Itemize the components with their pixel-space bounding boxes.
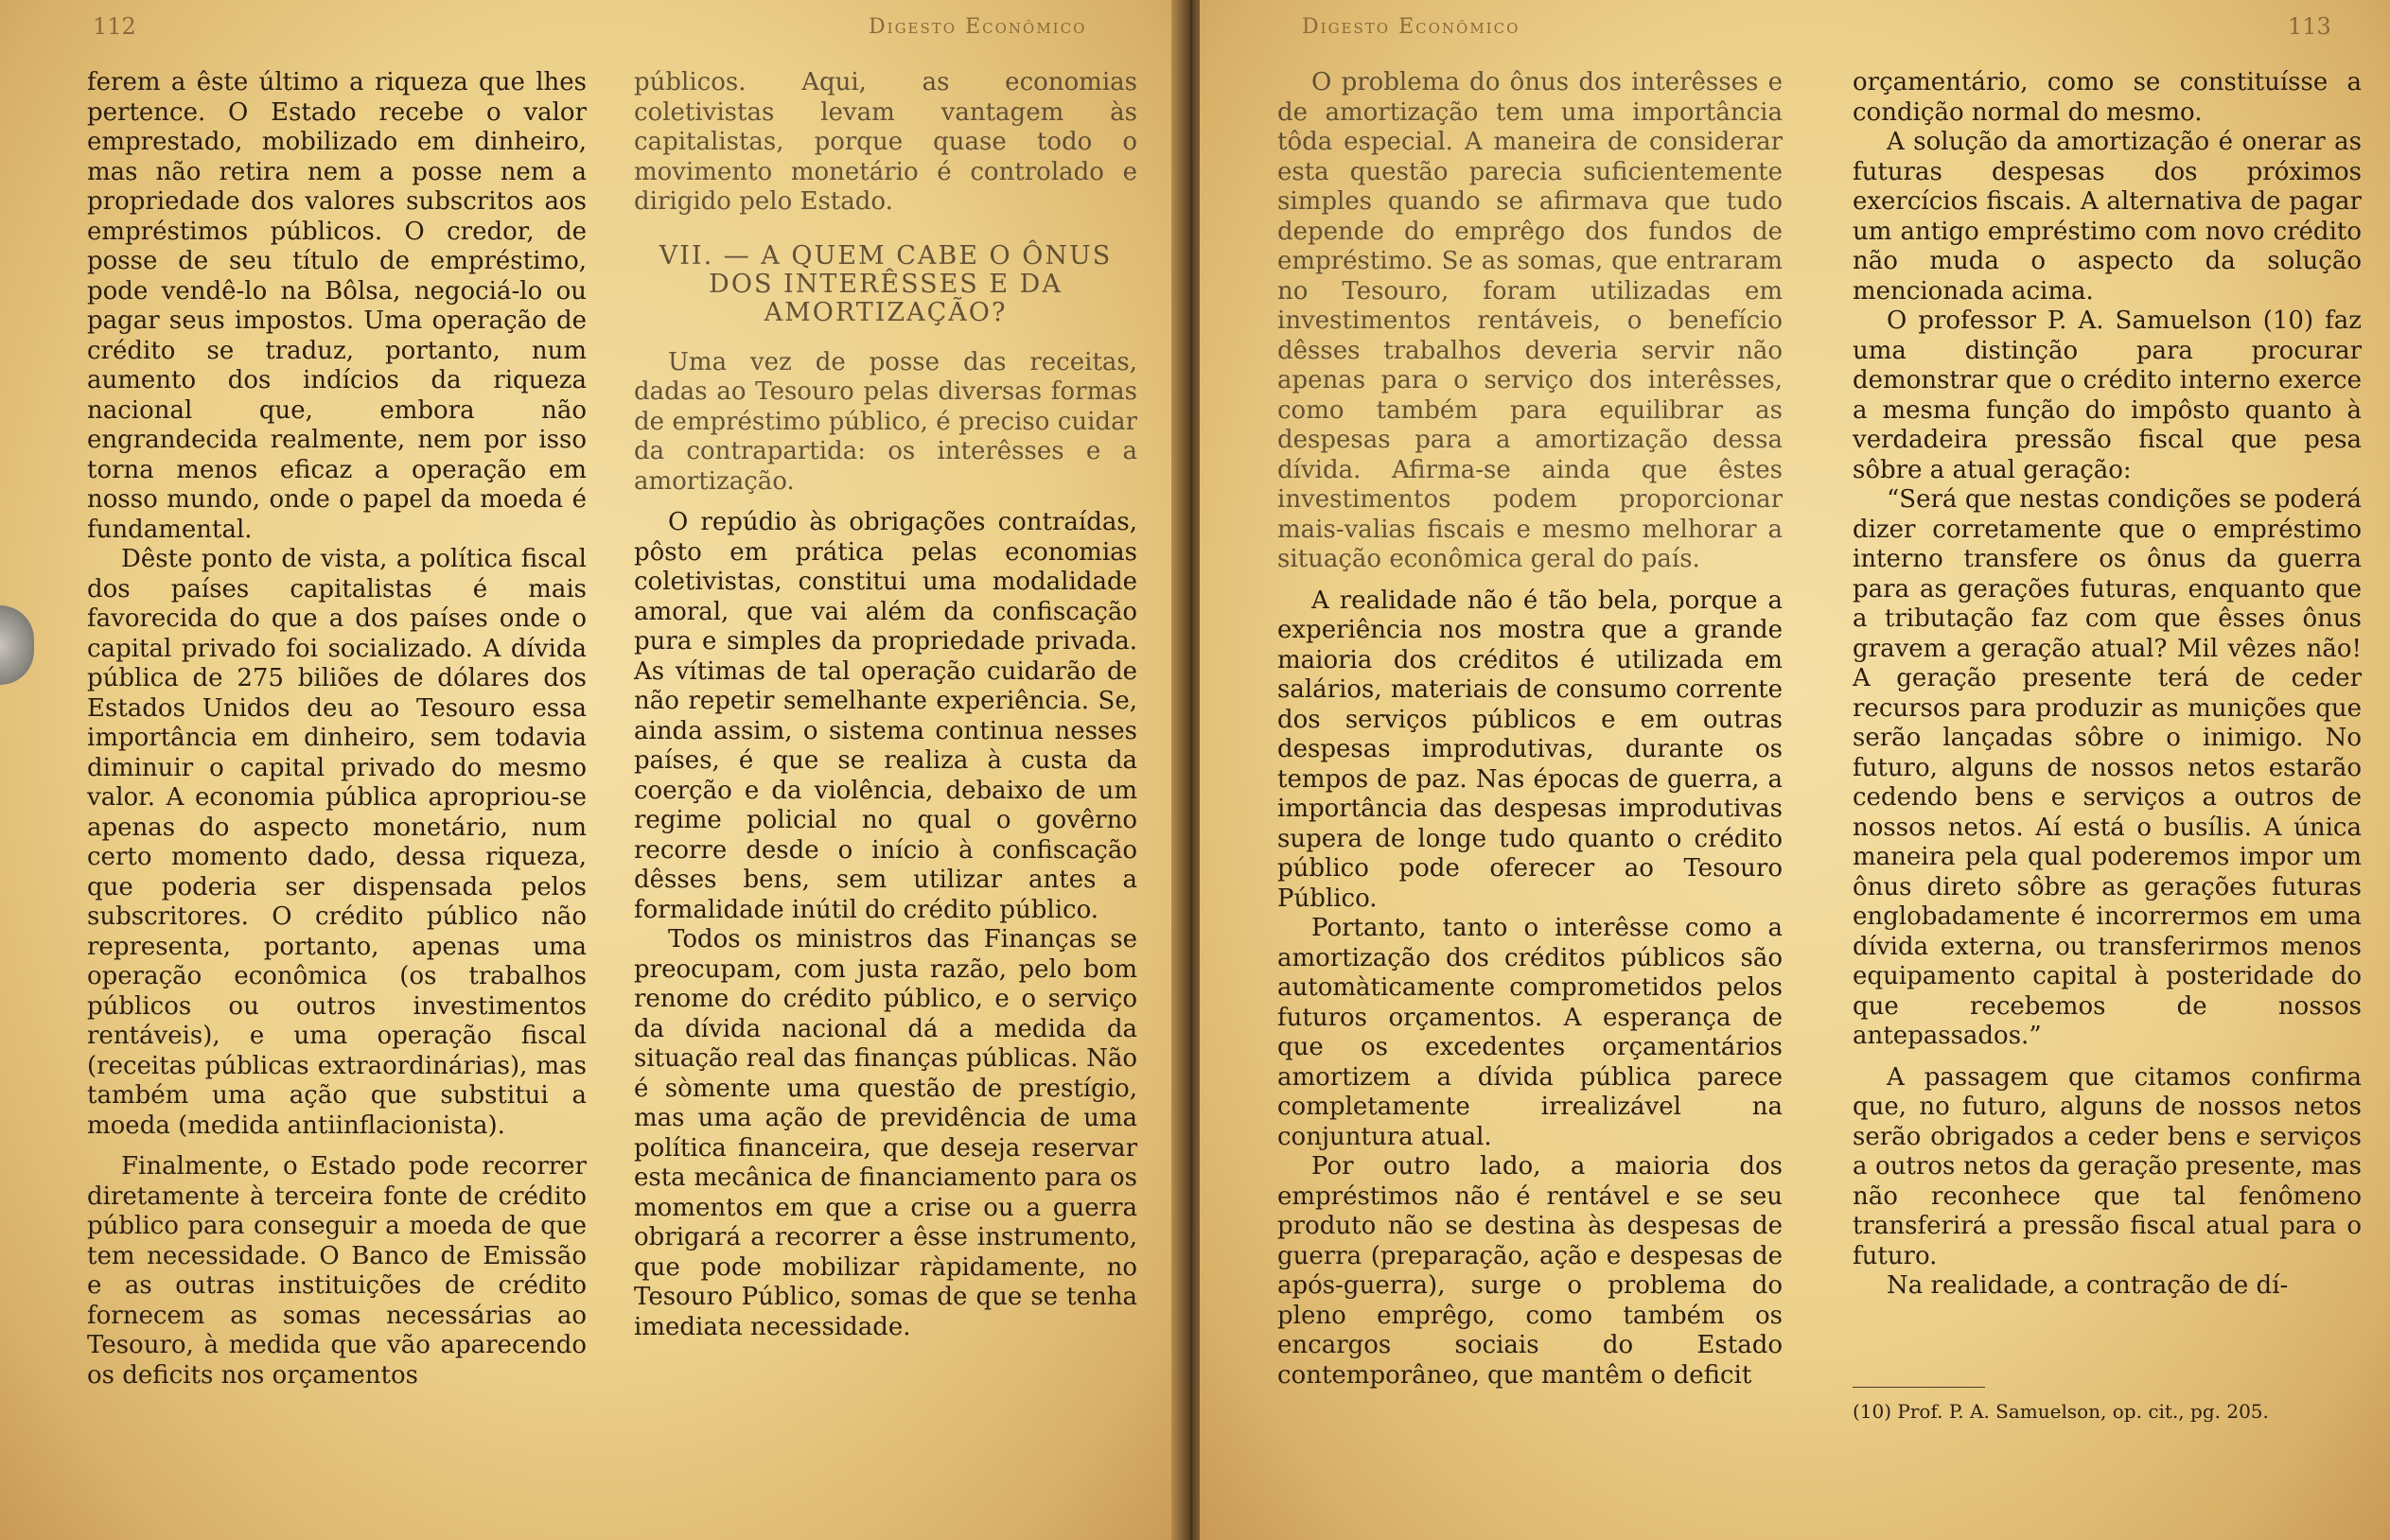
paragraph: O problema do ônus dos interêsses e de amortização tem uma importância tôda especial. A maneira de considerar esta questão parecia suficientemente simples quando se afirmava que tudo depende do emprêgo dos fundos de empréstimo. Se as somas, que entraram no Tesouro, foram utilizadas em investimentos rentáveis, o benefício dêsses trabalhos deveria servir não apenas para o serviço dos interêsses, como também para equilibrar as despesas para a amortização dessa dívida. Afirma-se ainda que êstes investimentos podem proporcionar mais-valias fiscais e mesmo melhorar a situação econômica geral do país. xyxy=(1277,68,1783,573)
paragraph: Uma vez de posse das receitas, dadas ao Tesouro pelas diversas formas de empréstimo público, é preciso cuidar da contrapartida: os interêsses e a amortização. xyxy=(634,347,1137,496)
paragraph: Na realidade, a contração de dí- xyxy=(1887,1271,2289,1300)
paragraph: públicos. Aqui, as economias coletivistas levam vantagem às capitalistas, porque quase todo o movimento monetário é controlado e dirigido pelo Estado. xyxy=(634,68,1137,216)
paragraph: A passagem que citamos confirma que, no futuro, alguns de nossos netos serão obrigados a ceder bens e serviços a outros netos da geração presente, mas não reconhece que tal fenômeno transferirá a pressão fiscal atual para o futuro. xyxy=(1853,1062,2362,1270)
running-head-right: Digesto Econômico xyxy=(1302,15,1520,39)
paragraph: A realidade não é tão bela, porque a experiência nos mostra que a grande maioria dos créditos é utilizada em salários, materiais de consumo corrente dos serviços públicos e em outras despesas improdutivas, durante os tempos de paz. Nas épocas de guerra, a importância das despesas improdutivas supera de longe tudo quanto o crédito público pode oferecer ao Tesouro Público. xyxy=(1277,586,1783,913)
paragraph: O repúdio às obrigações contraídas, pôsto em prática pelas economias coletivistas, constitui uma modalidade amoral, que vai além da confiscação pura e simples da propriedade privada. As vítimas de tal operação cuidarão de não repetir semelhante experiência. Se, ainda assim, o sistema continua nesses países, é que se realiza à custa da coerção e da violência, debaixo de um regime policial no qual o govêrno recorre desde o início à confiscação dêsses bens, sem utilizar antes a formalidade inútil do crédito público. xyxy=(634,508,1137,924)
footnote: (10) Prof. P. A. Samuelson, op. cit., pg. 205. xyxy=(1853,1400,2269,1423)
page-number-right: 113 xyxy=(2288,13,2331,40)
right-column-1 xyxy=(1277,68,1783,1391)
right-column-2 xyxy=(1853,68,2362,1302)
paragraph: Portanto, tanto o interêsse como a amortização dos créditos públicos são automàticamente comprometidos pelos futuros orçamentos. A esperança de que os excedentes orçamentários amortizem a dívida pública parece completamente irrealizável na conjuntura atual. xyxy=(1277,914,1783,1151)
left-column-1 xyxy=(87,68,587,1391)
paragraph: Dêste ponto de vista, a política fiscal dos países capitalistas é mais favorecida do que a dos países onde o capital privado foi socializado. A dívida pública de 275 biliões de dólares dos Estados Unidos deu ao Tesouro essa importância em dinheiro, sem todavia diminuir o capital privado do mesmo valor. A economia pública apropriou-se apenas do aspecto monetário, num certo momento dado, dessa riqueza, que poderia ser dispensada pelos subscritores. O crédito público não representa, portanto, apenas uma operação econômica (os trabalhos públicos ou outros investimentos rentáveis), e uma operação fiscal (receitas públicas extraordinárias), mas também uma ação que substitui a moeda (medida antiinflacionista). xyxy=(87,545,587,1140)
paragraph: ferem a êste último a riqueza que lhes pertence. O Estado recebe o valor emprestado, mobilizado em dinheiro, mas não retira nem a posse nem a propriedade dos valores subscritos aos empréstimos públicos. O credor, de posse de seu título de empréstimo, pode vendê-lo na Bôlsa, negociá-lo ou pagar seus impostos. Uma operação de crédito se traduz, portanto, num aumento dos indícios da riqueza nacional que, embora não engrandecida realmente, nem por isso torna menos eficaz a operação em nosso mundo, onde o papel da moeda é fundamental. xyxy=(87,68,587,544)
paragraph: orçamentário, como se constituísse a condição normal do mesmo. xyxy=(1853,68,2362,127)
block-quote: “Será que nestas condições se poderá dizer corretamente que o empréstimo interno transfere os ônus da guerra para as gerações futuras, enquanto que a tributação faz com que êsses ônus gravem a geração atual? Mil vêzes não! A geração presente terá de ceder recursos para produzir as munições que serão lançadas sôbre o inimigo. No futuro, alguns de nossos netos estarão cedendo bens e serviços a outros de nossos netos. Aí está o busílis. A única maneira pela qual poderemos impor um ônus direto sôbre as gerações futuras englobadamente é incorrermos em uma dívida externa, ou transferirmos menos equipamento capital à posteridade do que recebemos de nossos antepassados.” xyxy=(1853,485,2362,1050)
paragraph: Todos os ministros das Finanças se preocupam, com justa razão, pelo bom renome do crédito público, e o serviço da dívida nacional dá a medida da situação real das finanças públicas. Não é sòmente uma questão de prestígio, mas uma ação de previdência de uma política financeira, que deseja reservar esta mecânica de financiamento para os momentos em que a crise ou a guerra obrigará a recorrer a êsse instrumento, que pode mobilizar ràpidamente, no Tesouro Público, somas de que se tenha imediata necessidade. xyxy=(634,925,1137,1341)
running-head-left: Digesto Econômico xyxy=(869,15,1087,39)
binder-clip xyxy=(0,605,34,685)
paragraph: O professor P. A. Samuelson (10) faz uma distinção para procurar demonstrar que o crédito interno exerce a mesma função do impôsto quanto à verdadeira pressão fiscal que pesa sôbre a atual geração: xyxy=(1853,306,2362,484)
paragraph: Finalmente, o Estado pode recorrer diretamente à terceira fonte de crédito público para conseguir a moeda de que tem necessidade. O Banco de Emissão e as outras instituições de crédito fornecem as somas necessárias ao Tesouro, à medida que vão aparecendo os deficits nos orçamentos xyxy=(87,1152,587,1390)
page-number-left: 112 xyxy=(93,13,136,40)
section-heading: VII. — A QUEM CABE O ÔNUS DOS INTERÊSSES E DA AMORTIZAÇÃO? xyxy=(659,240,1113,327)
left-column-2 xyxy=(634,68,1137,1342)
footnote-rule xyxy=(1853,1387,1985,1388)
right-page xyxy=(1200,0,2390,1540)
paragraph: Por outro lado, a maioria dos empréstimos não é rentável e se seu produto não se destina às despesas de guerra (preparação, ação e despesas de após-guerra), surge o problema do pleno emprêgo, como também os encargos sociais do Estado contemporâneo, que mantêm o deficit xyxy=(1277,1152,1783,1390)
left-page xyxy=(0,0,1183,1540)
paragraph: A solução da amortização é onerar as futuras despesas dos próximos exercícios fiscais. A alternativa de pagar um antigo empréstimo com novo crédito não muda o aspecto da solução mencionada acima. xyxy=(1853,128,2362,306)
